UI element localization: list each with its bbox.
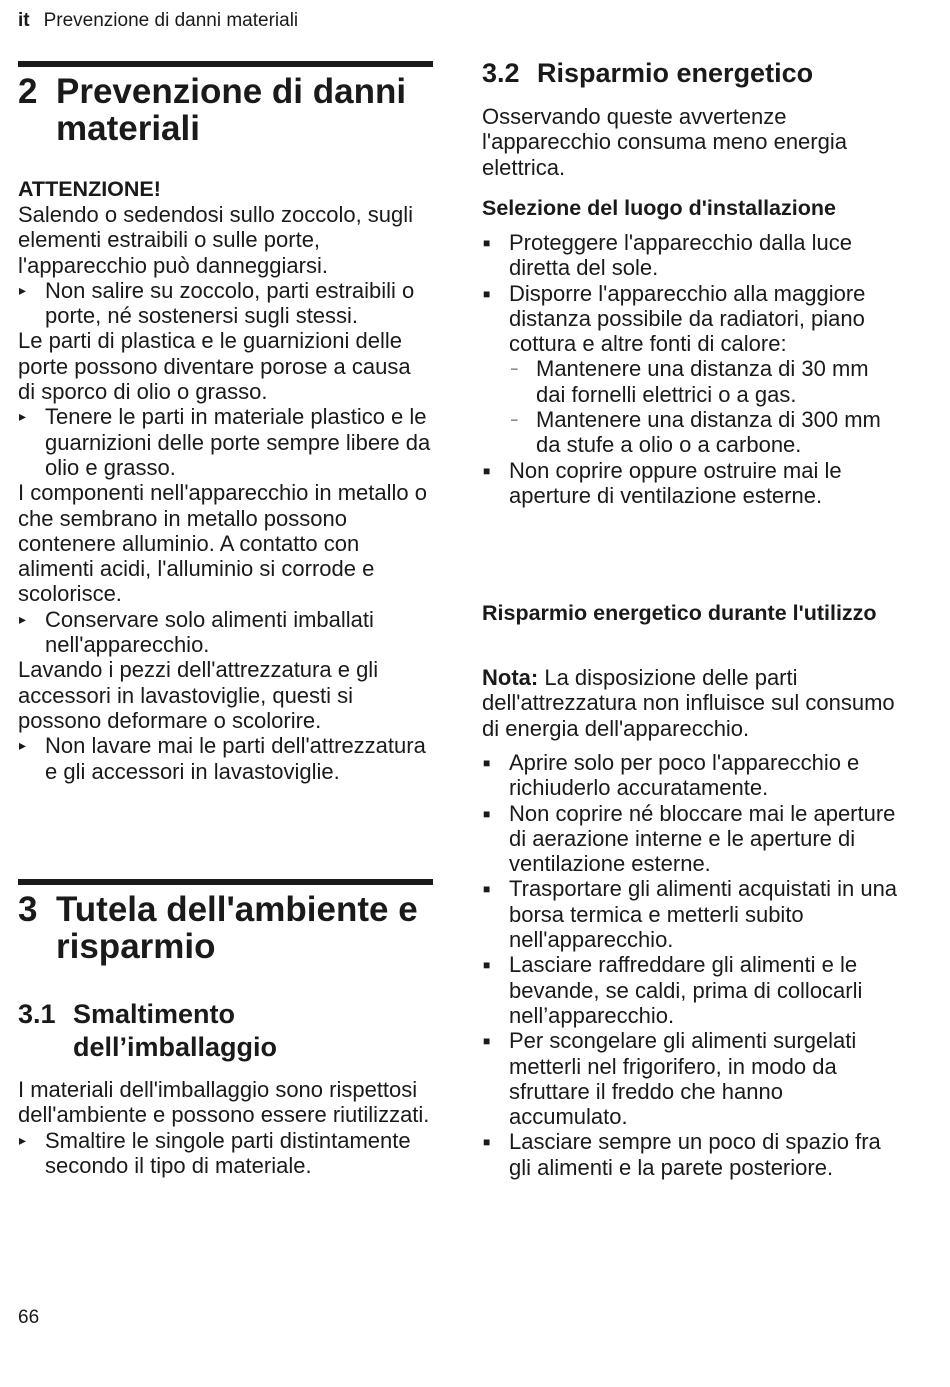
list-item: ■ Per scongelare gli alimenti surgelati metterli nel frigorifero, in modo da sfruttare il freddo che hanno accumulato. — [482, 1028, 902, 1129]
note: Nota: La disposizione delle parti dell'attrezzatura non influisce sul consumo di energia dell'apparecchio. — [482, 665, 895, 741]
list-item: ■ Lasciare sempre un poco di spazio fra gli alimenti e la parete posteriore. — [482, 1129, 902, 1180]
install-location-heading: Selezione del luogo d'installazione — [482, 196, 836, 220]
paragraph: I componenti nell'apparecchio in metallo o che sembrano in metallo possono contenere alluminio. A contatto con alimenti acidi, l'alluminio si corrode e scolorisce. — [18, 480, 427, 607]
section-3-heading: 3 Tutela dell'ambiente e risparmio — [18, 890, 418, 966]
page-number: 66 — [18, 1307, 40, 1328]
usage-saving-heading: Risparmio energetico durante l'utilizzo — [482, 601, 877, 625]
section-3-1-heading: 3.1 Smaltimento dell’imballaggio — [18, 999, 278, 1062]
install-list — [482, 230, 902, 508]
instruction-item: ▸ Conservare solo alimenti imballati nell'apparecchio. — [18, 607, 433, 658]
section-2-body — [18, 177, 433, 784]
list-item: ■ Non coprire oppure ostruire mai le aperture di ventilazione esterne. — [482, 458, 902, 509]
section-rule — [18, 61, 433, 67]
list-item: ■ Aprire solo per poco l'apparecchio e richiuderlo accuratamente. — [482, 750, 902, 801]
instruction-item: ▸ Smaltire le singole parti distintamente secondo il tipo di materiale. — [18, 1128, 433, 1179]
paragraph: Salendo o sedendosi sullo zoccolo, sugli elementi estraibili o sulle porte, l'apparecchio può danneggiarsi. — [18, 202, 414, 278]
section-3-1-body — [18, 1077, 433, 1178]
instruction-item: ▸ Non salire su zoccolo, parti estraibili o porte, né sostenersi sugli stessi. — [18, 278, 433, 329]
paragraph: Osservando queste avvertenze l'apparecchio consuma meno energia elettrica. — [482, 104, 847, 180]
section-2-heading: 2 Prevenzione di danni materiali — [18, 72, 407, 148]
instruction-item: ▸ Non lavare mai le parti dell'attrezzatura e gli accessori in lavastoviglie. — [18, 733, 433, 784]
usage-list — [482, 750, 902, 1180]
list-item: ■ Non coprire né bloccare mai le aperture di aerazione interne e le aperture di ventilazione esterne. — [482, 801, 902, 877]
sub-list-item: – Mantenere una distanza di 300 mm da stufe a olio o a carbone. — [509, 407, 902, 458]
instruction-item: ▸ Tenere le parti in materiale plastico e le guarnizioni delle porte sempre libere da olio e grasso. — [18, 404, 433, 480]
list-item: ■ Disporre l'apparecchio alla maggiore distanza possibile da radiatori, piano cottura e altre fonti di calore: – Mantenere una distanza di 30 mm dai fornelli elettrici o a gas. – Mantenere una distanza di 300 mm da stufe a olio o a carbone. — [482, 281, 902, 458]
warning-label: ATTENZIONE! — [18, 177, 161, 201]
section-rule — [18, 879, 433, 885]
section-3-2-heading: 3.2 Risparmio energetico — [482, 58, 814, 88]
paragraph: Le parti di plastica e le guarnizioni delle porte possono diventare porose a causa di sporco di olio o grasso. — [18, 328, 411, 405]
page-header — [18, 8, 298, 34]
list-item: ■ Lasciare raffreddare gli alimenti e le bevande, se caldi, prima di collocarli nell’apparecchio. — [482, 952, 902, 1028]
list-item: ■ Trasportare gli alimenti acquistati in una borsa termica e metterli subito nell'apparecchio. — [482, 876, 902, 952]
sub-list-item: – Mantenere una distanza di 30 mm dai fornelli elettrici o a gas. — [509, 356, 902, 407]
header-title: Prevenzione di danni materiali — [43, 10, 299, 31]
language-code: it — [18, 10, 30, 31]
list-item: ■ Proteggere l'apparecchio dalla luce diretta del sole. — [482, 230, 902, 281]
paragraph: I materiali dell'imballaggio sono rispettosi dell'ambiente e possono essere riutilizzati. — [18, 1077, 430, 1128]
paragraph: Lavando i pezzi dell'attrezzatura e gli accessori in lavastoviglie, questi si possono deformare o scolorire. — [18, 657, 379, 733]
